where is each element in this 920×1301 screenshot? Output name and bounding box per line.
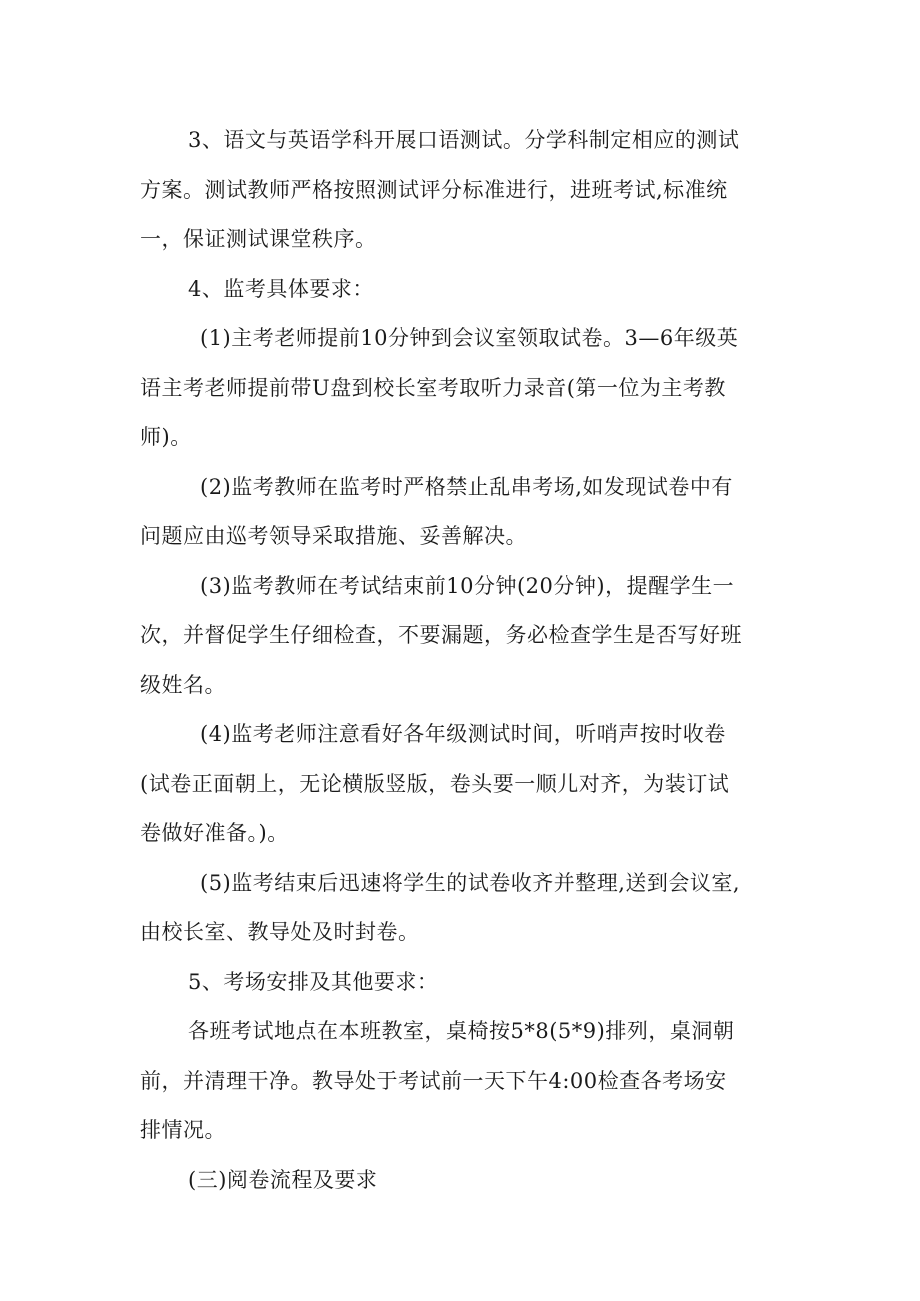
paragraph-line: 方案。测试教师严格按照测试评分标准进行，进班考试,标准统: [140, 178, 728, 202]
paragraph-line: 语主考老师提前带U盘到校长室考取听力录音(第一位为主考教: [140, 376, 726, 400]
paragraph-line: (试卷正面朝上，无论横版竖版，卷头要一顺儿对齐，为装订试: [140, 772, 730, 796]
paragraph-line: 问题应由巡考领导采取措施、妥善解决。: [140, 524, 527, 548]
paragraph-line: 由校长室、教导处及时封卷。: [140, 920, 420, 944]
paragraph-line: 前，并清理干净。教导处于考试前一天下午4:00检查各考场安: [140, 1069, 727, 1093]
section-heading: 5、考场安排及其他要求：: [188, 970, 439, 994]
paragraph-line: 卷做好准备。)。: [140, 821, 289, 845]
paragraph-line: 师)。: [140, 425, 192, 449]
paragraph-line: 一，保证测试课堂秩序。: [140, 227, 377, 251]
paragraph-line: 各班考试地点在本班教室，桌椅按5*8(5*9)排列，桌洞朝: [188, 1019, 735, 1043]
paragraph-line: (5)监考结束后迅速将学生的试卷收齐并整理,送到会议室,: [200, 871, 741, 895]
paragraph-line: (1)主考老师提前10分钟到会议室领取试卷。3—6年级英: [200, 326, 739, 350]
paragraph-line: (3)监考教师在考试结束前10分钟(20分钟)，提醒学生一: [200, 574, 735, 598]
paragraph-line: 次，并督促学生仔细检查，不要漏题，务必检查学生是否写好班: [140, 623, 742, 647]
paragraph-line: 排情况。: [140, 1118, 226, 1142]
paragraph-line: 3、语文与英语学科开展口语测试。分学科制定相应的测试: [188, 128, 740, 152]
paragraph-line: (4)监考老师注意看好各年级测试时间，听哨声按时收卷: [200, 722, 726, 746]
paragraph-line: (2)监考教师在监考时严格禁止乱串考场,如发现试卷中有: [200, 475, 733, 499]
paragraph-line: 级姓名。: [140, 673, 226, 697]
section-heading: 4、监考具体要求：: [188, 277, 374, 301]
section-heading: (三)阅卷流程及要求: [188, 1168, 378, 1192]
